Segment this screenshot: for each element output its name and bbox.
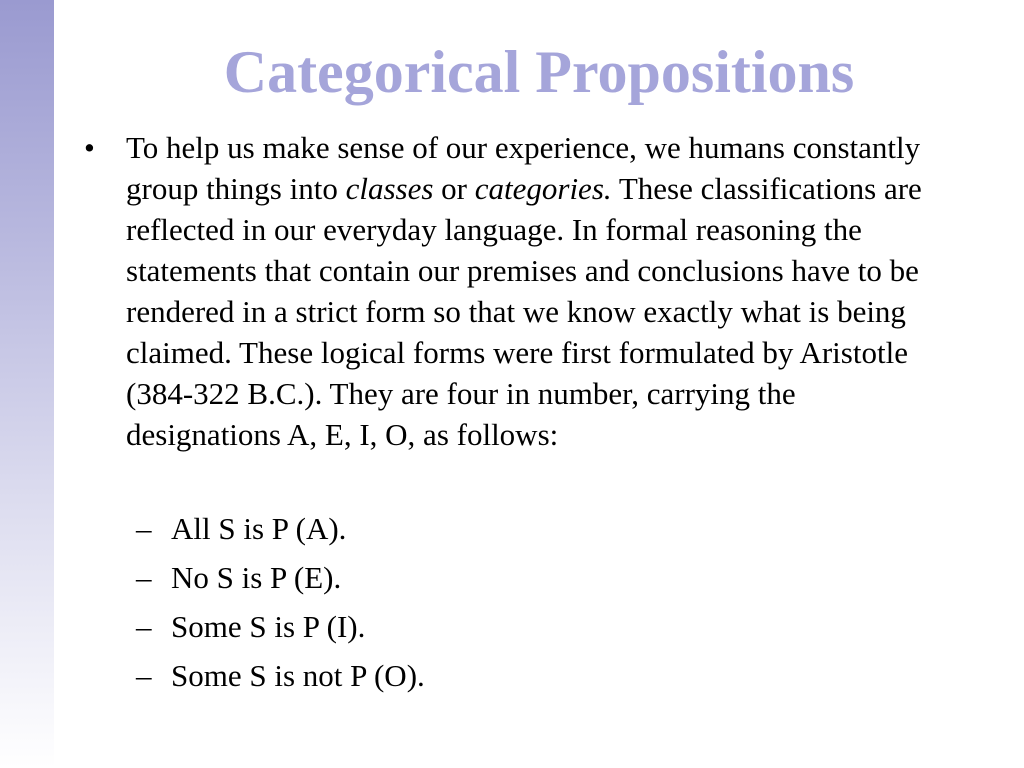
bullet-list [84, 127, 944, 455]
sub-bullet-text: Some S is P (I). [171, 609, 366, 644]
sub-bullet-marker: – [136, 560, 152, 595]
sub-bullet-text: Some S is not P (O). [171, 658, 425, 693]
sub-bullet-marker: – [136, 511, 152, 546]
sub-bullet-list [136, 504, 836, 700]
decorative-side-bar [0, 0, 54, 768]
bullet-text [126, 127, 936, 455]
sub-bullet-item [136, 602, 836, 651]
sub-bullet-marker: – [136, 658, 152, 693]
bullet-text-part1: To help us make sense of our experience, we humans constantly group things into [126, 130, 921, 206]
sub-bullet-item [136, 504, 836, 553]
bullet-text-categories: categories. [474, 171, 612, 206]
bullet-item [84, 127, 944, 455]
sub-bullet-item [136, 553, 836, 602]
bullet-text-part3: These classifications are reflected in our everyday language. In formal reasoning the statements that contain our premises and conclusions have to be rendered in a strict form so that we know exactly what is being claimed. These logical forms were first formulated by Aristotle (384-322 B.C.). They are four in number, carrying the designations A, E, I, O, as follows: [126, 171, 922, 452]
sub-bullet-text: No S is P (E). [171, 560, 342, 595]
bullet-marker: • [84, 130, 95, 165]
sub-bullet-marker: – [136, 609, 152, 644]
sub-bullet-text: All S is P (A). [171, 511, 347, 546]
sub-bullet-item [136, 651, 836, 700]
slide-title: Categorical Propositions [223, 39, 855, 105]
bullet-text-classes: classes [345, 171, 434, 206]
bullet-text-part2: or [433, 171, 475, 206]
